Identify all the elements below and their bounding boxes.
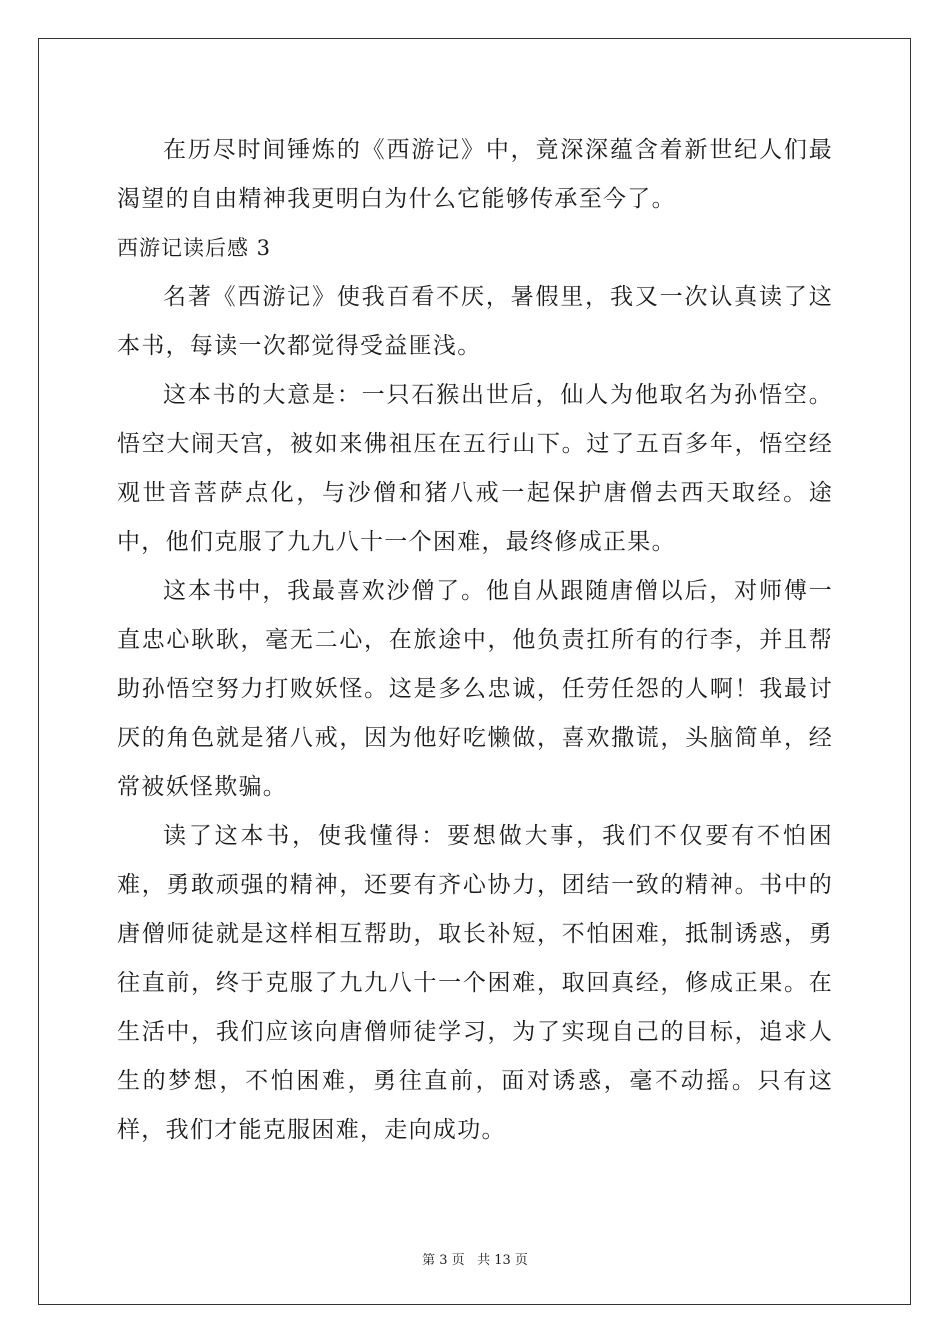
paragraph: 这本书的大意是：一只石猴出世后，仙人为他取名为孙悟空。悟空大闹天宫，被如来佛祖压在五行山下。过了五百多年，悟空经观世音菩萨点化，与沙僧和猪八戒一起保护唐僧去西天取经。途中，他们克服了九九八十一个困难，最终修成正果。 (117, 382, 833, 555)
section-title: 西游记读后感 3 (117, 236, 272, 260)
paragraph: 在历尽时间锤炼的《西游记》中，竟深深蕴含着新世纪人们最渴望的自由精神我更明白为什么它能够传承至今了。 (117, 137, 833, 212)
total-pages: 共 13 页 (477, 1253, 528, 1268)
paragraph: 名著《西游记》使我百看不厌，暑假里，我又一次认真读了这本书，每读一次都觉得受益匪浅。 (117, 284, 833, 359)
paragraph: 读了这本书，使我懂得：要想做大事，我们不仅要有不怕困难，勇敢顽强的精神，还要有齐心协力，团结一致的精神。书中的唐僧师徒就是这样相互帮助，取长补短，不怕困难，抵制诱惑，勇往直前，终于克服了九九八十一个困难，取回真经，修成正果。在生活中，我们应该向唐僧师徒学习，为了实现自己的目标，追求人生的梦想，不怕困难，勇往直前，面对诱惑，毫不动摇。只有这样，我们才能克服困难，走向成功。 (117, 823, 833, 1143)
page-footer (0, 1249, 950, 1268)
document-body (117, 126, 833, 1155)
paragraph: 这本书中，我最喜欢沙僧了。他自从跟随唐僧以后，对师傅一直忠心耿耿，毫无二心，在旅途中，他负责扛所有的行李，并且帮助孙悟空努力打败妖怪。这是多么忠诚，任劳任怨的人啊！我最讨厌的角色就是猪八戒，因为他好吃懒做，喜欢撒谎，头脑简单，经常被妖怪欺骗。 (117, 578, 833, 800)
page-number: 第 3 页 (422, 1253, 465, 1268)
